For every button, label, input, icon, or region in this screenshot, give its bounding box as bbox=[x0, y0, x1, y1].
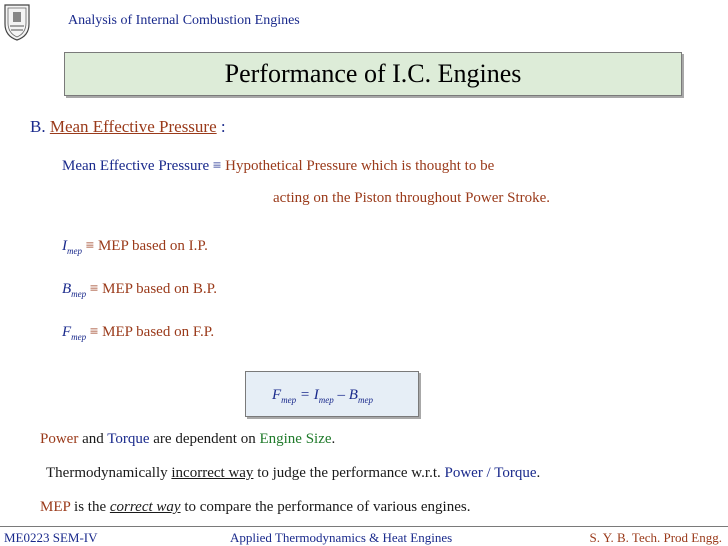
power-word: Power bbox=[40, 431, 79, 447]
slide-title-box bbox=[64, 52, 682, 96]
formula-eq: = bbox=[299, 387, 311, 403]
formula-lhs: F bbox=[272, 387, 282, 403]
mep-text: ≡ MEP based on F.P. bbox=[89, 324, 215, 340]
incorrect-way: incorrect way bbox=[171, 465, 254, 481]
and-word: and bbox=[82, 431, 104, 447]
formula-a-sub: mep bbox=[318, 395, 334, 405]
line1-end: . bbox=[331, 431, 336, 447]
footer-subject: Applied Thermodynamics & Heat Engines bbox=[230, 530, 453, 545]
definition-term: Mean Effective Pressure bbox=[62, 158, 210, 174]
mep-symbol: I bbox=[62, 238, 67, 254]
fmep-item bbox=[62, 324, 214, 342]
course-title: Analysis of Internal Combustion Engines bbox=[68, 13, 300, 28]
section-title: Mean Effective Pressure bbox=[49, 117, 217, 136]
thermo-pre: Thermodynamically bbox=[46, 465, 168, 481]
engine-size-word: Engine Size bbox=[259, 431, 332, 447]
section-heading bbox=[30, 117, 226, 137]
section-prefix: B. bbox=[30, 117, 46, 136]
mep-symbol: F bbox=[62, 324, 72, 340]
formula-b-sub: mep bbox=[357, 395, 373, 405]
formula-box bbox=[245, 371, 419, 417]
formula-a: I bbox=[313, 387, 319, 403]
footer-class: S. Y. B. Tech. Prod Engg. bbox=[589, 530, 722, 545]
institute-logo bbox=[2, 2, 32, 42]
mep-subscript: mep bbox=[71, 289, 87, 299]
thermodynamic-line bbox=[46, 465, 540, 482]
power-torque-term: Power / Torque bbox=[444, 465, 537, 481]
dependent-text: are dependent on bbox=[153, 431, 256, 447]
definition-line-1 bbox=[62, 158, 494, 175]
correct-way: correct way bbox=[109, 499, 181, 515]
footer-course-code: ME0223 SEM-IV bbox=[4, 530, 98, 545]
mep-word: MEP bbox=[40, 499, 71, 515]
formula-lhs-sub: mep bbox=[281, 395, 297, 405]
footer-divider bbox=[0, 526, 728, 527]
mep-correct-line bbox=[40, 499, 470, 516]
equiv-symbol: ≡ bbox=[212, 158, 222, 174]
mep-text: ≡ MEP based on I.P. bbox=[85, 238, 208, 254]
thermo-post: to judge the performance w.r.t. bbox=[257, 465, 441, 481]
power-torque-line bbox=[40, 431, 335, 448]
slide-title: Performance of I.C. Engines bbox=[224, 59, 522, 88]
definition-line-2: acting on the Piston throughout Power Stroke. bbox=[273, 190, 551, 206]
definition-text-1: Hypothetical Pressure which is thought to be bbox=[225, 158, 495, 174]
fmep-formula bbox=[272, 387, 373, 405]
formula-b: B bbox=[348, 387, 358, 403]
torque-word: Torque bbox=[107, 431, 150, 447]
mep-post: to compare the performance of various engines. bbox=[184, 499, 471, 515]
imep-item bbox=[62, 238, 208, 256]
formula-minus: – bbox=[337, 387, 346, 403]
mep-text: ≡ MEP based on B.P. bbox=[89, 281, 218, 297]
mep-symbol: B bbox=[62, 281, 72, 297]
mep-subscript: mep bbox=[67, 246, 82, 256]
section-colon: : bbox=[220, 117, 226, 136]
line2-end: . bbox=[536, 465, 541, 481]
is-the: is the bbox=[74, 499, 107, 515]
bmep-item bbox=[62, 281, 217, 299]
mep-subscript: mep bbox=[71, 332, 87, 342]
